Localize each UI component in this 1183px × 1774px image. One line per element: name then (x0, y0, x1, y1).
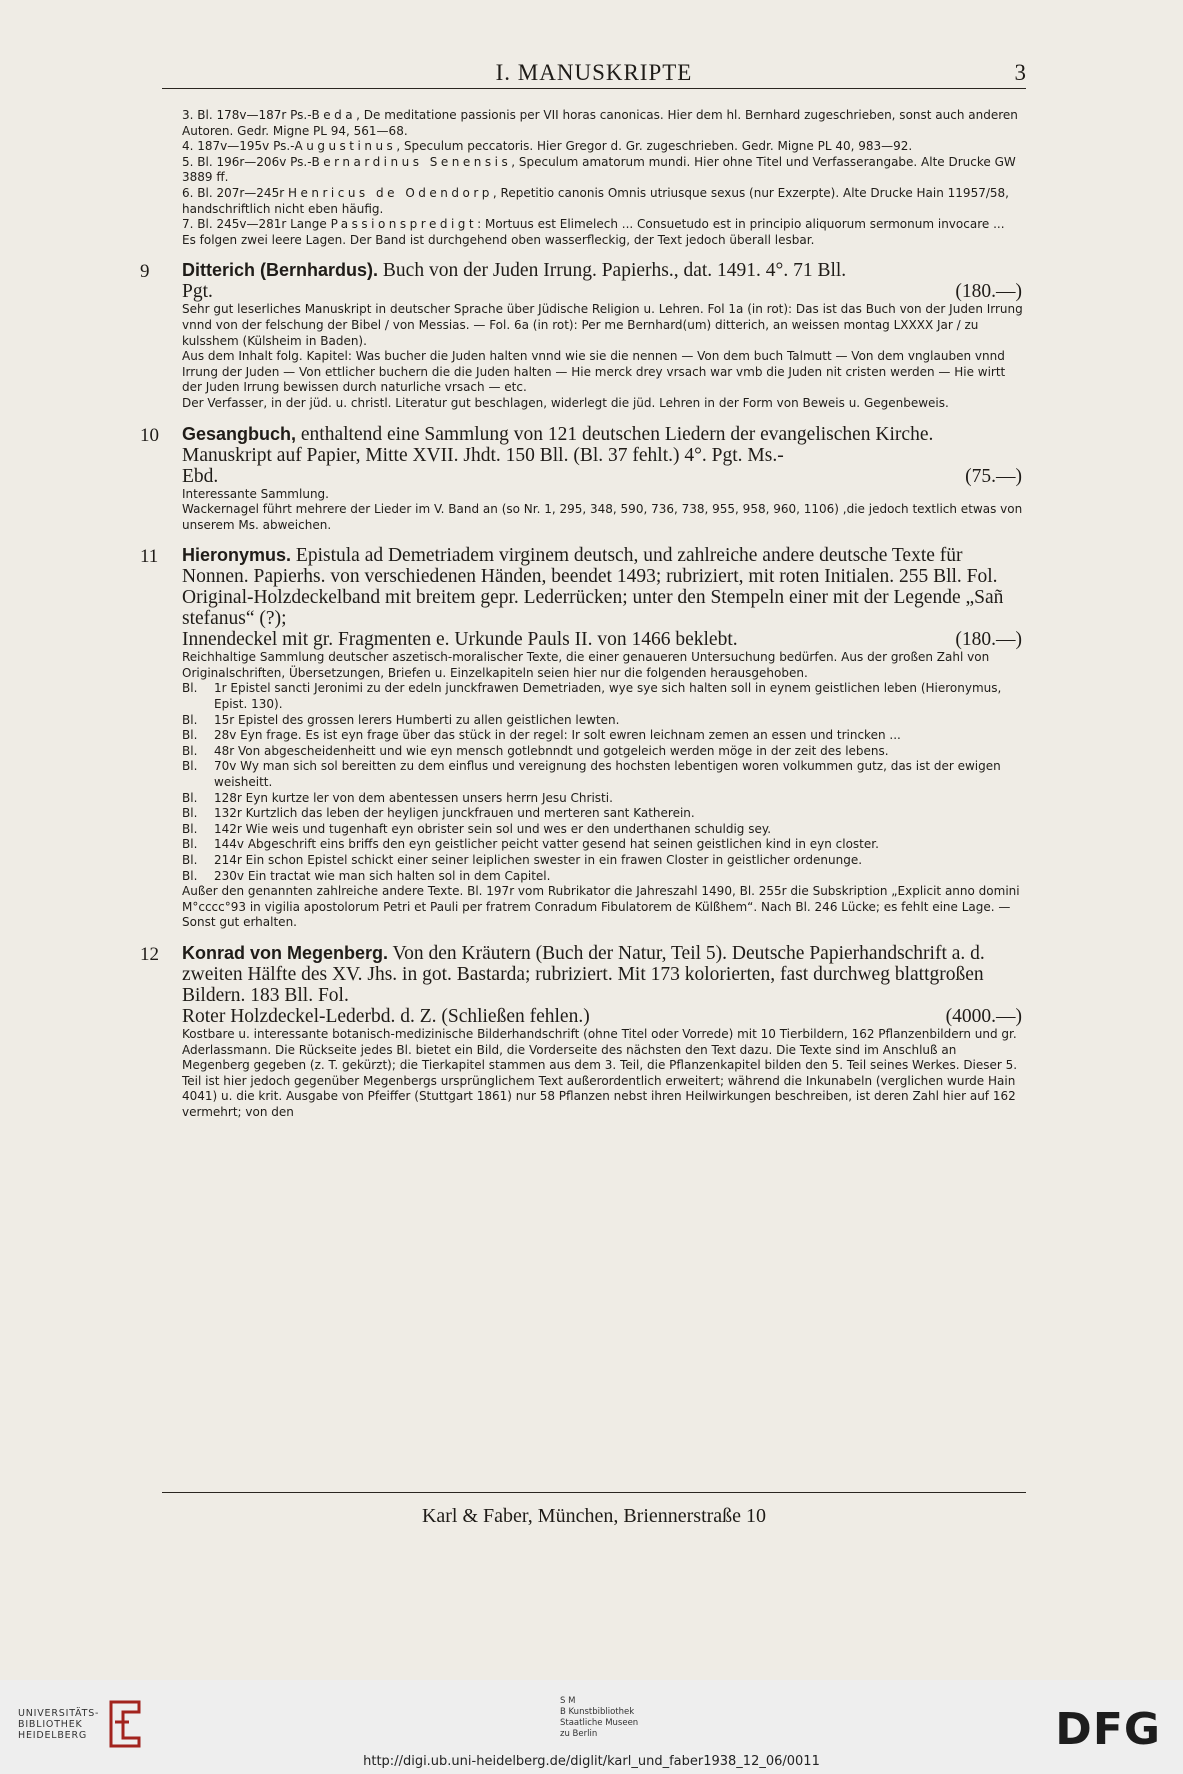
list-item: Bl. 48r Von abgescheidenheitt und wie eyn mensch gotlebnndt und gotgeleich werden möge in der zeit des lebens. (182, 743, 889, 758)
note-paragraph: Interessante Sammlung. (182, 486, 329, 501)
entry-number: 9 (140, 261, 150, 283)
university-library-logo[interactable] (18, 1698, 145, 1750)
page-title: I. MANUSKRIPTE (495, 60, 693, 85)
price-line (182, 629, 1026, 650)
catalog-entry-9 (140, 260, 1026, 411)
list-item: Bl. 230v Ein tractat wie man sich halten sol in dem Capitel. (182, 868, 551, 883)
entry-heading (182, 260, 1026, 302)
publisher-imprint: Karl & Faber, München, Briennerstraße 10 (421, 1505, 767, 1527)
entry-heading (182, 424, 1026, 487)
entry-title: Buch von der Juden Irrung. Papierhs., dat. 1491. 4°. 71 Bll. (378, 260, 847, 282)
entry-heading (182, 943, 1026, 1027)
price-line (182, 466, 1026, 487)
list-item: Bl. 128r Eyn kurtze ler von dem abentessen unsers herrn Jesu Christi. (182, 790, 613, 805)
note-paragraph: Reichhaltige Sammlung deutscher aszetisch-moralischer Texte, die einer genaueren Untersuchung bedürfen. Aus der großen Zahl von Originalschriften, Übersetzungen, Briefen u. Einzelkapiteln seien hier nur die folgenden herausgehoben. (182, 650, 990, 680)
catalog-entry-11 (140, 545, 1026, 931)
list-item: Bl. 70v Wy man sich sol bereitten zu dem einflus und vereignung des hochsten lebentigen woren volkummen gutz, das ist der ewigen weisheitt. (182, 759, 1001, 790)
list-item: Bl. 214r Ein schon Epistel schickt einer seiner leiplichen swester in ein frawen Closter in geistlicher ordenunge. (182, 853, 863, 867)
previous-entry-continuation (182, 108, 1026, 248)
price-line (182, 1006, 1026, 1027)
note-paragraph: Wackernagel führt mehrere der Lieder im V. Band an (so Nr. 1, 295, 348, 590, 736, 738, 955, 958, 960, 1106) ,die jedoch textlich etwas von unserem Ms. abweichen. (182, 502, 1023, 532)
contents-line-4: 4. 187v—195v Ps.-Augustinus, Speculum peccatoris. Hier Gregor d. Gr. zugeschrieben. Gedr. Migne PL 40, 983—92. (182, 139, 913, 154)
catalog-entry-10 (140, 424, 1026, 534)
list-item: Bl. 142r Wie weis und tugenhaft eyn obrister sein sol und wes er den underthanen schuldig sey. (182, 821, 772, 836)
binding: Ebd. (182, 465, 219, 487)
list-item: Bl. 28v Eyn frage. Es ist eyn frage über das stück in der regel: Ir solt ewren leichnam zemen an essen und trincken ... (182, 728, 901, 743)
entry-title: Von den Kräutern (Buch der Natur, Teil 5). Deutsche Papierhandschrift a. d. zweiten Hälfte des XV. Jhs. in got. Bastarda; rubriziert. Mit 173 kolorierten, fast durchweg blattgroßen Bildern. 183 Bll. Fol. (182, 942, 985, 1006)
price: (180.—) (955, 281, 1022, 303)
entry-notes (182, 487, 1026, 534)
condition-note: Es folgen zwei leere Lagen. Der Band ist durchgehend oben wasserfleckig, der Text jedoch überall lesbar. (182, 232, 815, 247)
entry-title: enthaltend eine Sammlung von 121 deutschen Liedern der evangelischen Kirche. Manuskript auf Papier, Mitte XVII. Jhdt. 150 Bll. (Bl. 37 fehlt.) 4°. Pgt. Ms.- (182, 423, 934, 466)
entry-heading (182, 545, 1026, 650)
note-paragraph: Außer den genannten zahlreiche andere Texte. Bl. 197r vom Rubrikator die Jahreszahl 1490, Bl. 255r die Subskription „Explicit anno domini M°cccc°93 in vigilia apostolorum Petri et Pauli per fratrem Conradum Fibulatorem de Külßhem“. Nach Bl. 246 Lücke; es fehlt eine Lage. — Sonst gut erhalten. (182, 884, 1020, 930)
price: (75.—) (965, 465, 1022, 487)
entry-number: 10 (140, 424, 159, 446)
university-name: UNIVERSITÄTS- BIBLIOTHEK HEIDELBERG (18, 1707, 100, 1741)
note-paragraph: Sehr gut leserliches Manuskript in deutscher Sprache über Jüdische Religion u. Lehren. Fol 1a (in rot): Das ist das Buch von der Juden Irrung vnnd von der felschung der Bibel / von Messias. — Fol. 6a (in rot): Per me Bernhard(um) ditterich, an weissen montag LXXXX Jar / zu kulsshem (Külsheim in Baden). (182, 302, 1023, 348)
entry-author: Ditterich (Bernhardus). (182, 260, 379, 281)
binding: Innendeckel mit gr. Fragmenten e. Urkunde Pauls II. von 1466 beklebt. (182, 629, 738, 651)
library-emblem-icon (105, 1698, 145, 1750)
list-item: Bl. 1r Epistel sancti Jeronimi zu der edeln junckfrawen Demetriaden, wye sye sich halten soll in eynem geistlichen leben (Hieronymus, Epist. 130). (182, 681, 1002, 712)
leaf-contents-list (182, 681, 1026, 884)
note-paragraph: Aus dem Inhalt folg. Kapitel: Was bucher die Juden halten vnnd wie sie die nennen — Von dem buch Talmutt — Von dem vnglauben vnnd Irrung der Juden — Von ettlicher buchern die die Juden halten — Hie merck drey vrsach war vmb die Juden nit cristen werden — Hie wirtt der Juden Irrung bewissen durch naturliche vrsach — etc. (182, 349, 1006, 395)
entry-author: Konrad von Megenberg. (182, 942, 389, 963)
list-item: Bl. 15r Epistel des grossen lerers Humberti zu allen geistlichen lewten. (182, 712, 620, 727)
page-number: 3 (1014, 60, 1026, 85)
binding: Pgt. (182, 281, 213, 303)
footer-rule (162, 1492, 1026, 1493)
list-item: Bl. 144v Abgeschrift eins briffs den eyn geistlicher peicht vatter gesend hat seinen geistlichen kind in eyn closter. (182, 837, 879, 852)
entry-author: Gesangbuch, (182, 423, 297, 444)
contents-line-3: 3. Bl. 178v—187r Ps.-Beda, De meditatione passionis per VII horas canonicas. Hier dem hl. Bernhard zugeschrieben, sonst auch anderen Autoren. Gedr. Migne PL 94, 561—68. (182, 108, 1018, 138)
price: (180.—) (955, 629, 1022, 651)
running-head (162, 54, 1026, 89)
contents-line-7: 7. Bl. 245v—281r Lange Passionspredigt: Mortuus est Elimelech ... Consuetudo est in principio aliquorum sermonum invocare ... (182, 217, 1005, 232)
contents-line-5: 5. Bl. 196r—206v Ps.-Bernardinus Senensis, Speculum amatorum mundi. Hier ohne Titel und Verfasserangabe. Alte Drucke GW 3889 ff. (182, 154, 1016, 185)
entry-author: Hieronymus. (182, 545, 292, 566)
dfg-logo[interactable]: DFG (1055, 1704, 1161, 1755)
digitization-footer (0, 1680, 1183, 1774)
note-paragraph: Der Verfasser, in der jüd. u. christl. Literatur gut beschlagen, widerlegt die jüd. Lehren in der Form von Beweis u. Gegenbeweis. (182, 395, 949, 410)
price: (4000.—) (945, 1005, 1022, 1027)
catalog-content (140, 108, 1026, 1121)
catalog-entry-12 (140, 943, 1026, 1121)
entry-title: Epistula ad Demetriadem virginem deutsch, und zahlreiche andere deutsche Texte für Nonnen. Papierhs. von verschiedenen Händen, beendet 1493; rubriziert, mit roten Initialen. 255 Bll. Fol. Original-Holzdeckelband mit breitem gepr. Lederrücken; unter den Stempeln einer mit der Legende „Sañ stefanus“ (?); (182, 545, 1004, 630)
contents-line-6: 6. Bl. 207r—245r Henricus de Odendorp, Repetitio canonis Omnis utriusque sexus (nur Exzerpte). Alte Drucke Hain 11957/58, handschriftlich nicht eben häufig. (182, 185, 1009, 216)
binding: Roter Holzdeckel-Lederbd. d. Z. (Schließen fehlen.) (182, 1005, 590, 1027)
entry-notes (182, 1027, 1026, 1121)
provenance-stamp: S M B Kunstbibliothek Staatliche Museen zu Berlin (560, 1696, 639, 1739)
price-line (182, 281, 1026, 302)
permalink-url[interactable]: http://digi.ub.uni-heidelberg.de/diglit/karl_und_faber1938_12_06/0011 (363, 1754, 820, 1769)
entry-notes (182, 302, 1026, 411)
entry-number: 12 (140, 943, 159, 965)
list-item: Bl. 132r Kurtzlich das leben der heyligen junckfrauen und merteren sant Katherein. (182, 806, 695, 821)
entry-number: 11 (140, 546, 159, 568)
note-paragraph: Kostbare u. interessante botanisch-medizinische Bilderhandschrift (ohne Titel oder Vorrede) mit 10 Tierbildern, 162 Pflanzenbildern und gr. Aderlassmann. Die Rückseite jedes Bl. bietet ein Bild, die Vorderseite des nächsten den Text dazu. Die Texte sind im Anschluß an Megenberg gegeben (z. T. gekürzt); die Tierkapitel stammen aus dem 3. Teil, die Pflanzenkapitel bilden den 5. Teil seines Werkes. Dieser 5. Teil ist hier jedoch gegenüber Megenbergs ursprünglichem Text außerordentlich erweitert; während die Inkunabeln (verglichen wurde Hain 4041) u. die krit. Ausgabe von Pfeiffer (Stuttgart 1861) nur 58 Pflanzen nebst ihren Heilwirkungen beschreiben, ist deren Zahl hier auf 162 vermehrt; von den (182, 1026, 1018, 1119)
entry-notes (182, 650, 1026, 931)
